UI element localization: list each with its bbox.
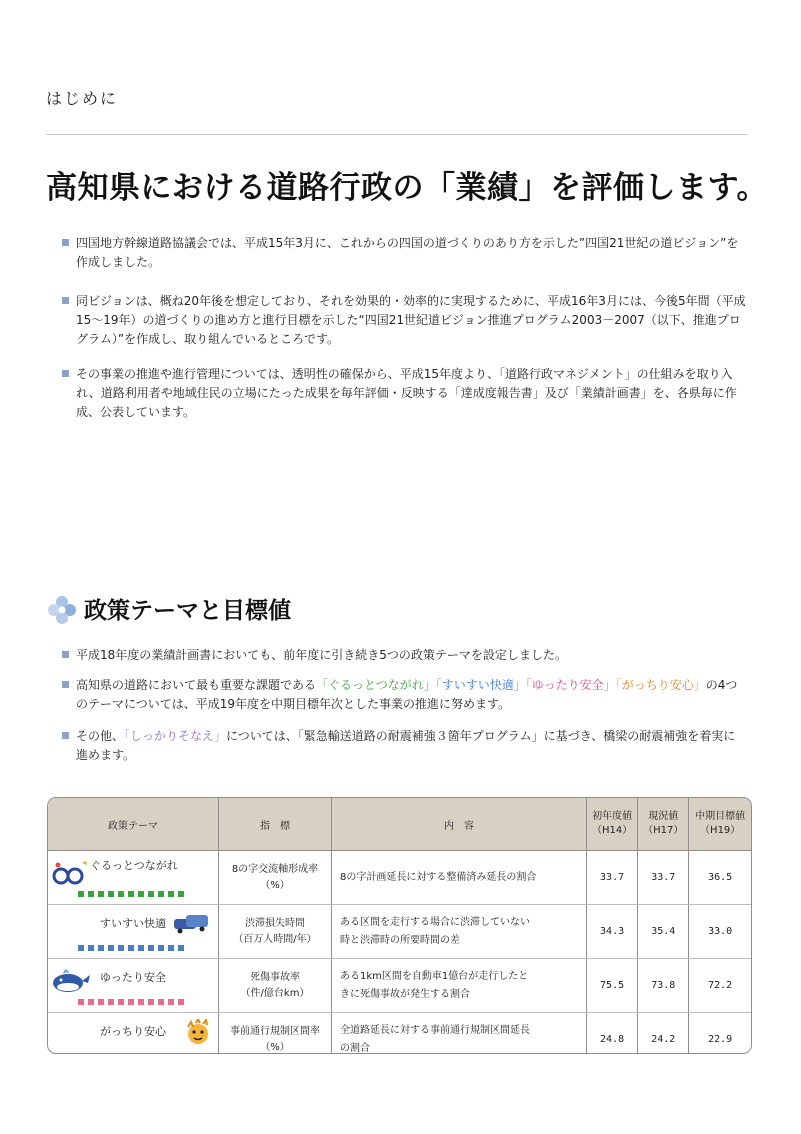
square-bullet-icon [62, 651, 69, 658]
table-header-row [48, 798, 751, 851]
current-value: 73.8 [638, 959, 689, 1013]
square-bullet-icon [62, 732, 69, 739]
theme-paragraph [62, 676, 746, 714]
current-value: 24.2 [638, 1013, 689, 1055]
header-content: 内 容 [332, 798, 587, 851]
header-target: 中期目標値 （H19） [689, 798, 751, 851]
theme-name: すいすい快適 [100, 917, 166, 930]
page-title: 高知県における道路行政の「業績」を評価します。 [46, 170, 769, 206]
target-value: 36.5 [689, 851, 751, 905]
theme-text: 平成18年度の業績計画書においても、前年度に引き続き5つの政策テーマを設定しました。 [76, 648, 567, 662]
theme-cell [48, 1013, 219, 1055]
header-initial: 初年度値 （H14） [587, 798, 638, 851]
table-row [48, 905, 751, 959]
theme-table [47, 797, 752, 1054]
theme-color-bar [78, 1053, 184, 1054]
shield-mascot-icon [182, 1019, 214, 1049]
intro-text: 四国地方幹線道路協議会では、平成15年3月に、これからの四国の道づくりのあり方を示した”四国21世紀の道ビジョン”を作成しました。 [76, 236, 739, 269]
theme-color-bar [78, 945, 184, 951]
content-cell: ある区間を走行する場合に渋滞していない 時と渋滞時の所要時間の差 [332, 905, 587, 959]
header-indicator: 指 標 [219, 798, 332, 851]
content-cell: 8の字計画延長に対する整備済み延長の割合 [332, 851, 587, 905]
theme-highlight-blue: 「すいすい快適」 [435, 678, 526, 692]
intro-paragraph [62, 292, 746, 349]
target-value: 22.9 [708, 1034, 733, 1045]
table-row [48, 851, 751, 905]
square-bullet-icon [62, 297, 69, 304]
header-current: 現況値 （H17） [638, 798, 689, 851]
section-label: はじめに [46, 89, 119, 108]
intro-text: 同ビジョンは、概ね20年後を想定しており、それを効果的・効率的に実現するために、平成16年3月には、今後5年間（平成15～19年）の道づくりの進め方と進行目標を示した“四国21世紀道ビジョン推進プログラム2003－2007（以下、推進プログラム）”を作成し、取り組んでいるところです。 [76, 294, 746, 346]
theme-paragraph [62, 646, 746, 665]
initial-value: 24.8 [587, 1013, 638, 1055]
square-bullet-icon [62, 239, 69, 246]
content-cell: ある1km区間を自動車1億台が走行したと きに死傷事故が発生する割合 [332, 959, 587, 1013]
theme-name: ゆったり安全 [100, 971, 166, 984]
theme-highlight-green: 「ぐるっとつながれ」 [316, 678, 436, 692]
theme-highlight-orange: 「がっちり安心」 [615, 678, 706, 692]
flower-icon [46, 594, 78, 626]
theme-text: その他、 [76, 729, 125, 743]
theme-cell [48, 959, 219, 1013]
target-value: 33.0 [689, 905, 751, 959]
indicator-cell: 渋滞損失時間 （百万人時間/年） [219, 905, 332, 959]
theme-text: の4つのテーマについては、平成19年度を中期目標年次とした事業の推進に努めます。 [76, 678, 738, 711]
theme-color-bar [78, 999, 184, 1005]
theme-color-bar [78, 891, 184, 897]
theme-name: がっちり安心 [100, 1025, 166, 1038]
whale-icon [50, 967, 92, 997]
intro-paragraph [62, 365, 746, 422]
loop-road-icon [50, 859, 94, 887]
theme-highlight-purple: 「しっかりそなえ」 [124, 729, 227, 743]
initial-value: 33.7 [587, 851, 638, 905]
header-theme: 政策テーマ [48, 798, 219, 851]
indicator-cell: 事前通行規制区間率 （%） [219, 1013, 332, 1055]
table-row [48, 1013, 751, 1055]
current-value: 35.4 [638, 905, 689, 959]
theme-highlight-pink: 「ゆったり安全」 [525, 678, 616, 692]
square-bullet-icon [62, 681, 69, 688]
theme-cell [48, 851, 219, 905]
theme-paragraph [62, 727, 746, 765]
indicator-cell: 死傷事故率 （件/億台km） [219, 959, 332, 1013]
current-value: 33.7 [638, 851, 689, 905]
section-title: 政策テーマと目標値 [84, 598, 291, 624]
square-bullet-icon [62, 370, 69, 377]
table-row [48, 959, 751, 1013]
theme-text: 高知県の道路において最も重要な課題である [76, 678, 317, 692]
intro-text: その事業の推進や進行管理については、透明性の確保から、平成15年度より、「道路行政マネジメント」の仕組みを取り入れ、道路利用者や地域住民の立場にたった成果を毎年評価・反映する「達成度報告書」及び「業績計画書」を、各県毎に作成、公表しています。 [76, 367, 737, 419]
content-cell: 全道路延長に対する事前通行規制区間延長 の割合 [332, 1013, 587, 1055]
initial-value: 34.3 [587, 905, 638, 959]
target-value: 72.2 [689, 959, 751, 1013]
theme-text: については、「緊急輸送道路の耐震補強３箇年プログラム」に基づき、橋梁の耐震補強を着実に進めます。 [76, 729, 736, 762]
intro-paragraph [62, 234, 746, 272]
indicator-cell: 8の字交流軸形成率 （%） [219, 851, 332, 905]
traffic-jam-icon [172, 911, 212, 937]
divider [46, 134, 748, 135]
initial-value: 75.5 [587, 959, 638, 1013]
theme-cell [48, 905, 219, 959]
theme-name: ぐるっとつながれ [90, 859, 178, 872]
